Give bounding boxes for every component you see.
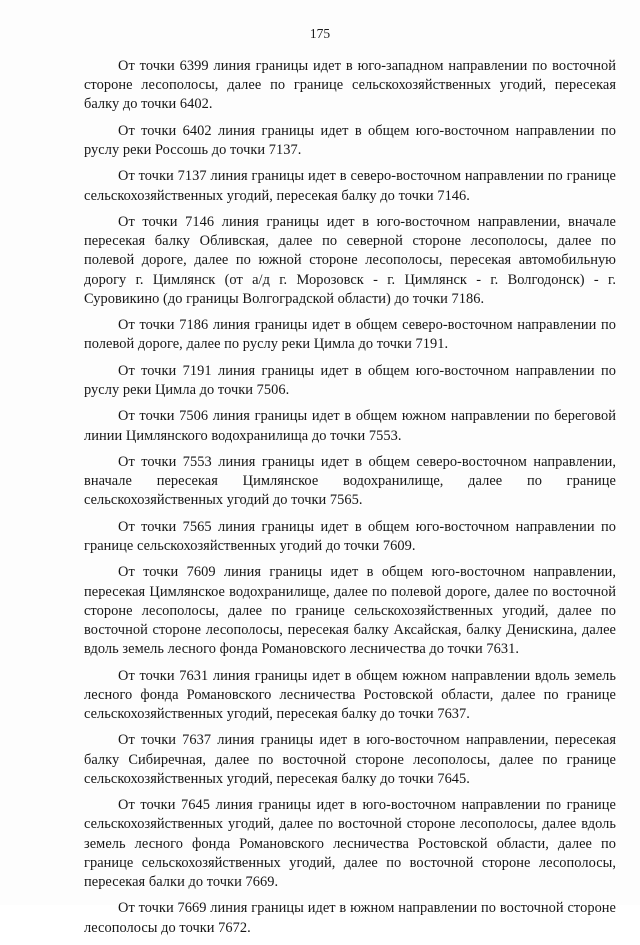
document-body [84,57,616,945]
paragraph: От точки 7631 линия границы идет в общем южном направлении вдоль земель лесного фонда Романовского лесничества Ростовской области, далее по границе сельскохозяйственных угодий, пересекая балку до точки 7637. [84,667,616,722]
paragraph: От точки 7146 линия границы идет в юго-восточном направлении, вначале пересекая балку Обливская, далее по северной стороне лесополосы, далее по полевой дороге, далее по южной стороне лесополосы, пересекая автомобильную дорогу г. Цимлянск (от а/д г. Морозовск - г. Цимлянск - г. Волгодонск) - г. Суровикино (до границы Волгоградской области) до точки 7186. [84,213,616,307]
paragraph: От точки 7186 линия границы идет в общем северо-восточном направлении по полевой дороге, далее по руслу реки Цимла до точки 7191. [84,317,616,353]
paragraph: От точки 7565 линия границы идет в общем юго-восточном направлении по границе сельскохозяйственных угодий до точки 7609. [84,518,616,554]
paragraph: От точки 7609 линия границы идет в общем юго-восточном направлении, пересекая Цимлянское водохранилище, далее по полевой дороге, далее по восточной стороне лесополосы, далее по границе сельскохозяйственных угодий, далее по восточной стороне лесополосы, пересекая балку Аксайская, балку Денискина, далее вдоль земель лесного фонда Романовского лесничества до точки 7631. [84,564,616,658]
paragraph: От точки 7553 линия границы идет в общем северо-восточном направлении, вначале пересекая Цимлянское водохранилище, далее по границе сельскохозяйственных угодий до точки 7565. [84,453,616,509]
paragraph: От точки 7506 линия границы идет в общем южном направлении по береговой линии Цимлянского водохранилища до точки 7553. [84,408,616,444]
paragraph: От точки 7191 линия границы идет в общем юго-восточном направлении по руслу реки Цимла до точки 7506. [84,362,616,398]
paragraph: От точки 7645 линия границы идет в юго-восточном направлении по границе сельскохозяйственных угодий, далее по восточной стороне лесополосы, далее вдоль земель лесного фонда Романовского лесничества Ростовской области, далее по границе сельскохозяйственных угодий, далее по восточной стороне лесополосы, пересекая балки до точки 7669. [84,797,616,890]
page-number: 175 [309,26,331,41]
paragraph: От точки 7637 линия границы идет в юго-восточном направлении, пересекая балку Сибиречная, далее по восточной стороне лесополосы, далее по границе сельскохозяйственных угодий, пересекая балку до точки 7645. [84,732,616,787]
paragraph: От точки 7669 линия границы идет в южном направлении по восточной стороне лесополосы до точки 7672. [84,900,616,936]
paragraph: От точки 7137 линия границы идет в северо-восточном направлении по границе сельскохозяйственных угодий, пересекая балку до точки 7146. [84,168,616,204]
paragraph: От точки 6399 линия границы идет в юго-западном направлении по восточной стороне лесополосы, далее по границе сельскохозяйственных угодий, пересекая балку до точки 6402. [84,58,616,113]
paragraph: От точки 6402 линия границы идет в общем юго-восточном направлении по руслу реки Россошь до точки 7137. [84,122,616,158]
